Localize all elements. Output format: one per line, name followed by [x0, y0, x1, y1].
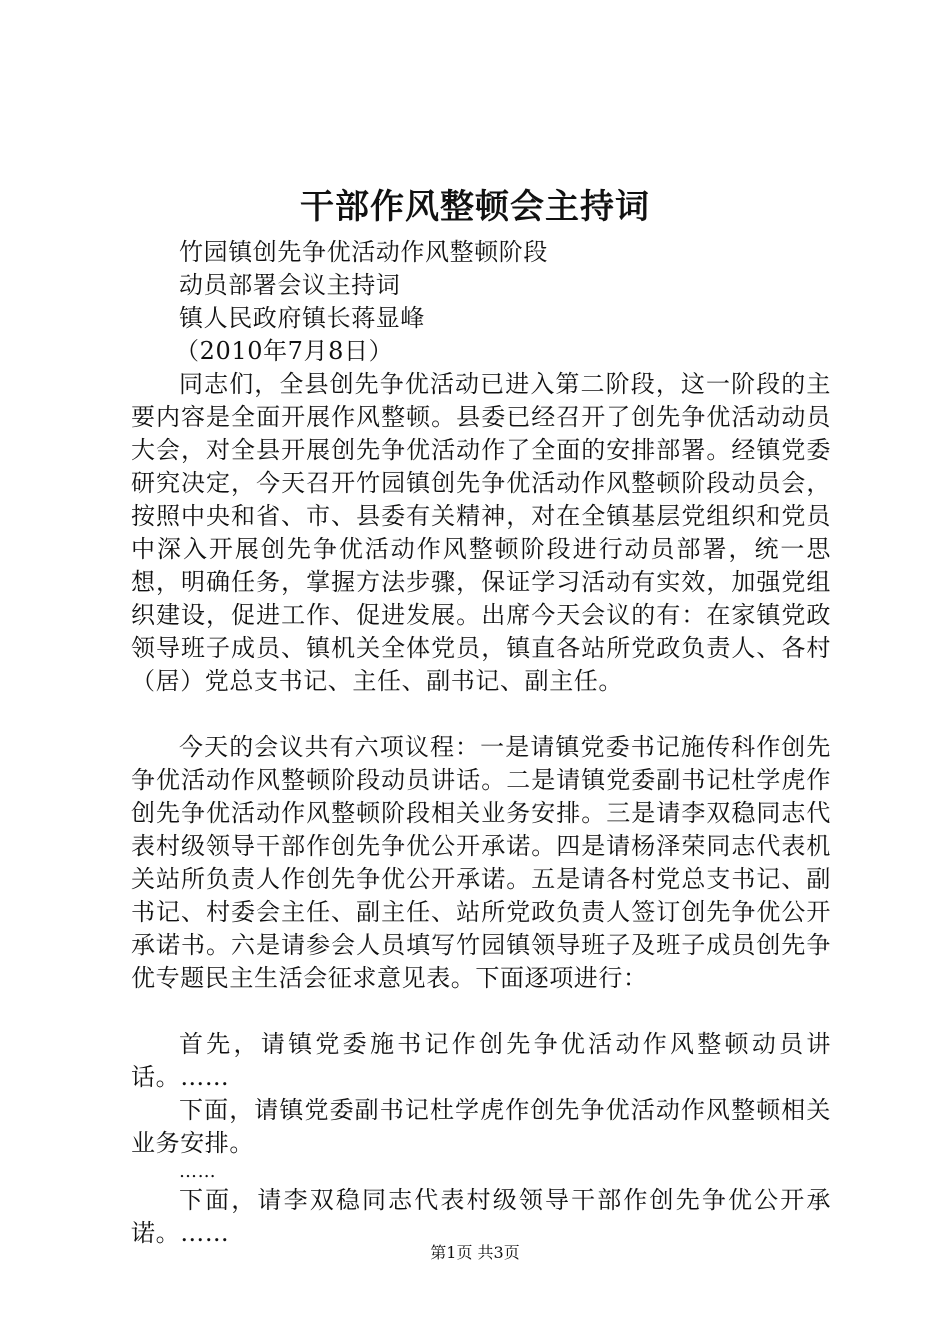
- meta-line-type: 动员部署会议主持词: [179, 271, 401, 299]
- meta-line-date: （2010年7月8日）: [175, 337, 394, 365]
- paragraph-opening: 同志们，全县创先争优活动已进入第二阶段，这一阶段的主要内容是全面开展作风整顿。县委已经召开了创先争优活动动员大会，对全县开展创先争优活动作了全面的安排部署。经镇党委研究决定，今天召开竹园镇创先争优活动作风整顿阶段动员会，按照中央和省、市、县委有关精神，对在全镇基层党组织和党员中深入开展创先争优活动作风整顿阶段进行动员部署，统一思想，明确任务，掌握方法步骤，保证学习活动有实效，加强党组织建设，促进工作、促进发展。出席今天会议的有：在家镇党政领导班子成员、镇机关全体党员，镇直各站所党政负责人、各村（居）党总支书记、主任、副书记、副主任。: [131, 370, 831, 695]
- document-title: 干部作风整顿会主持词: [300, 187, 650, 227]
- paragraph-second-item: 下面，请镇党委副书记杜学虎作创先争优活动作风整顿相关业务安排。: [131, 1096, 831, 1157]
- paragraph-first-item: 首先，请镇党委施书记作创先争优活动作风整顿动员讲话。……: [131, 1030, 831, 1091]
- meta-line-speaker: 镇人民政府镇长蒋显峰: [179, 304, 425, 332]
- page-number: 第1页 共3页: [430, 1243, 520, 1262]
- paragraph-third-item: 下面，请李双稳同志代表村级领导干部作创先争优公开承诺。……: [131, 1186, 831, 1247]
- document-body: [131, 236, 831, 1250]
- paragraph-agenda: 今天的会议共有六项议程：一是请镇党委书记施传科作创先争优活动作风整顿阶段动员讲话。二是请镇党委副书记杜学虎作创先争优活动作风整顿阶段相关业务安排。三是请李双稳同志代表村级领导干部作创先争优公开承诺。四是请杨泽荣同志代表机关站所负责人作创先争优公开承诺。五是请各村党总支书记、副书记、村委会主任、副主任、站所党政负责人签订创先争优公开承诺书。六是请参会人员填写竹园镇领导班子及班子成员创先争优专题民主生活会征求意见表。下面逐项进行：: [131, 733, 831, 992]
- meta-line-subject: 竹园镇创先争优活动作风整顿阶段: [179, 238, 548, 266]
- paragraph-ellipsis: ……: [179, 1161, 217, 1182]
